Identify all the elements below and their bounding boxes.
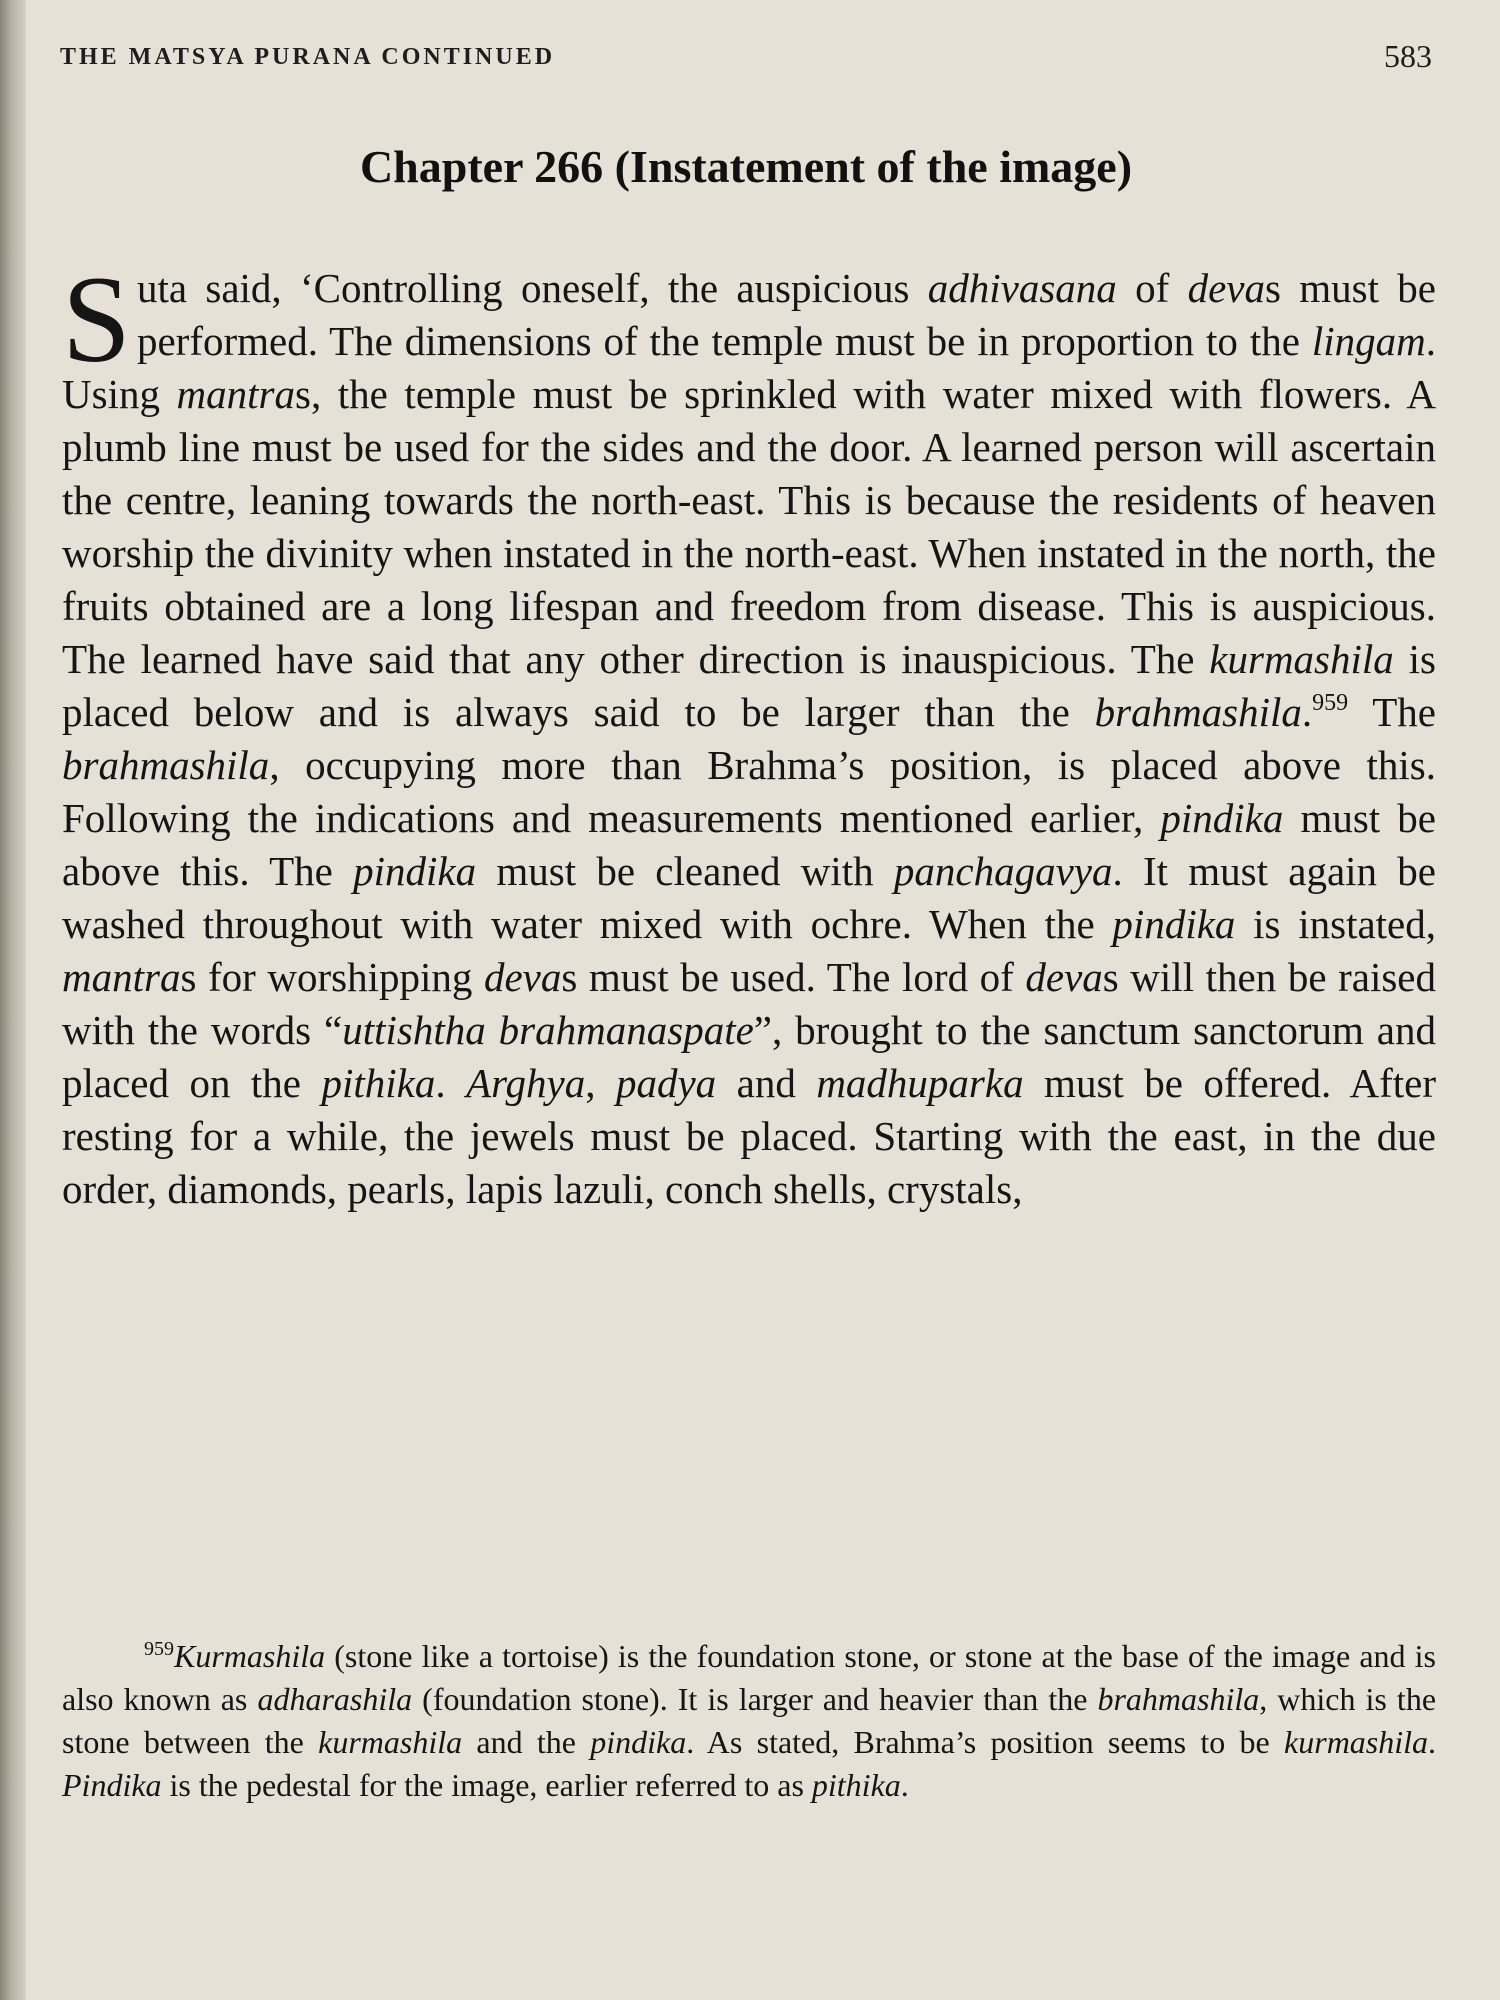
footnote-text-run: , which is the stone between the [62,1681,1437,1760]
body-paragraph [62,251,1437,1216]
footnote-text-run: . [900,1767,909,1803]
italic-term: brahmashila [1097,1681,1260,1717]
italic-term: Arghya [466,1060,586,1106]
footnote [62,1635,1436,1807]
italic-term: Pindika [62,1767,162,1803]
footnote-text-run: . [1428,1724,1437,1760]
italic-term: pithika [321,1060,436,1106]
footnote-reference[interactable]: 959 [1312,690,1349,716]
italic-term: deva [1187,265,1265,311]
italic-term: mantra [62,954,181,1000]
body-text-run: s for worshipping [180,954,484,1000]
italic-term: adharashila [257,1681,413,1717]
italic-term: deva [1025,954,1103,1000]
footnote-text-run: . As stated, Brahma’s position seems to be [686,1724,1285,1760]
body-text-run: . Using [62,318,1436,417]
body-text-run: s will then be raised with the words “ [62,954,1436,1053]
italic-term: uttishtha brahmanaspate [342,1007,754,1053]
italic-term: pindika [353,848,477,894]
body-text-run: . It must again be washed throughout with water mixed with ochre. When the [62,848,1436,947]
body-text-run: . [1301,689,1313,735]
footnote-number: 959 [144,1638,174,1660]
body-text-run: of [1116,265,1188,311]
italic-term: brahmashila [1094,689,1302,735]
body-text-run: . [435,1060,467,1106]
body-text-run: , [585,1060,616,1106]
italic-term: pithika [811,1767,901,1803]
body-text-run: uta said, ‘Controlling oneself, the auspicious [136,265,928,311]
running-head: THE MATSYA PURANA CONTINUED [60,44,556,70]
italic-term: kurmashila [1284,1724,1429,1760]
body-text-run: is placed below and is always said to be larger than the [62,636,1436,735]
footnote-text-run: (foundation stone). It is larger and heavier than the [412,1681,1098,1717]
italic-term: brahmashila [62,742,270,788]
italic-term: padya [615,1060,717,1106]
body-text-run: s must be used. The lord of [561,954,1026,1000]
italic-term: pindika [590,1724,687,1760]
chapter-title: Chapter 266 (Instatement of the image) [359,141,1133,192]
italic-term: adhivasana [927,265,1117,311]
italic-term: madhuparka [816,1060,1024,1106]
footnote-text-run: and the [462,1724,591,1760]
italic-term: kurmashila [1209,636,1394,682]
italic-term: panchagavya [893,848,1113,894]
body-text-run: is instated, [1235,901,1437,947]
page-binding-edge [0,0,26,2000]
italic-term: mantra [176,371,295,417]
body-text-run: and [716,1060,817,1106]
page-header [60,38,1432,78]
body-text-run: ”, brought to the sanctum sanctorum and placed on the [62,1007,1437,1106]
italic-term: lingam [1311,318,1426,364]
italic-term: deva [483,954,562,1000]
italic-term: pindika [1112,901,1236,947]
page-number: 583 [1384,38,1432,74]
body-text-run: The [1348,689,1436,735]
footnote-text-run: is the pedestal for the image, earlier referred to as [161,1767,812,1803]
italic-term: kurmashila [318,1724,463,1760]
body-text-run: must be offered. After resting for a while, the jewels must be placed. Starting with the east, in the due order, diamonds, pearls, lapis lazuli, conch shells, crystals, [62,1060,1437,1212]
italic-term: pindika [1160,795,1284,841]
body-text-run: must be above this. The [62,795,1436,894]
footnote-text-run: (stone like a tortoise) is the foundation stone, or stone at the base of the image and is also known as [62,1638,1436,1717]
body-text-run: s, the temple must be sprinkled with water mixed with flowers. A plumb line must be used for the sides and the door. A learned person will ascertain the centre, leaning towards the north-east. This is because the residents of heaven worship the divinity when instated in the north-east. When instated in the north, the fruits obtained are a long lifespan and freedom from disease. This is auspicious. The learned have said that any other direction is inauspicious. The [62,371,1436,682]
body-text-run: must be cleaned with [476,848,894,894]
italic-term: Kurmashila [174,1638,326,1674]
body-text-run: , occupying more than Brahma’s position, is placed above this. Following the indications and measurements mentioned earlier, [62,742,1436,841]
drop-cap: S [62,251,131,388]
body-text-run: s must be performed. The dimensions of the temple must be in proportion to the [136,265,1436,364]
